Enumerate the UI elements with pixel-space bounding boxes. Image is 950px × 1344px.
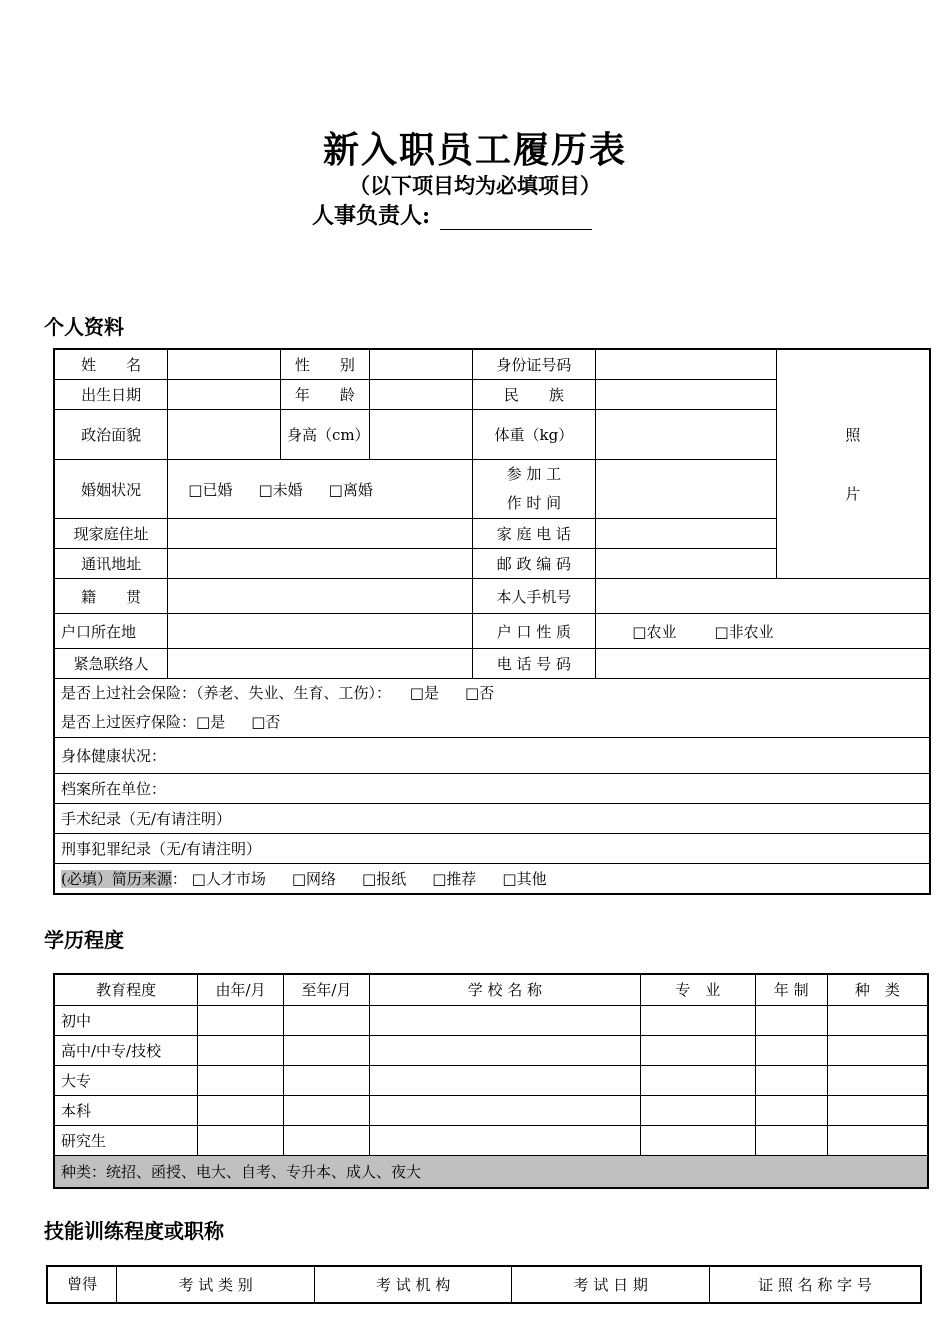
hr-manager-line bbox=[312, 199, 592, 230]
edu-level-high-school: 高中/中专/技校 bbox=[54, 1035, 198, 1065]
checkbox-talent-market[interactable]: □人才市场 bbox=[191, 870, 266, 888]
edu-header-level: 教育程度 bbox=[54, 974, 198, 1005]
label-hukou-type: 户 口 性 质 bbox=[472, 614, 596, 649]
checkbox-divorced[interactable]: □离婚 bbox=[328, 480, 373, 499]
field-home-phone[interactable] bbox=[596, 519, 777, 549]
hr-manager-field[interactable] bbox=[440, 209, 592, 230]
checkbox-other[interactable]: □其他 bbox=[502, 870, 547, 888]
edu-cell[interactable] bbox=[641, 1125, 756, 1155]
photo-label-1: 照 bbox=[845, 426, 861, 444]
edu-header-major: 专 业 bbox=[641, 974, 756, 1005]
field-height[interactable] bbox=[369, 410, 472, 460]
section-education: 学历程度 bbox=[44, 928, 124, 952]
criminal-row[interactable]: 刑事犯罪纪录（无/有请注明） bbox=[54, 834, 930, 864]
field-name[interactable] bbox=[168, 349, 281, 380]
edu-cell[interactable] bbox=[198, 1125, 284, 1155]
edu-cell[interactable] bbox=[827, 1065, 928, 1095]
label-ethnicity: 民 族 bbox=[472, 380, 596, 410]
edu-cell[interactable] bbox=[283, 1095, 369, 1125]
label-name: 姓 名 bbox=[54, 349, 168, 380]
label-work-start bbox=[472, 460, 596, 519]
hr-manager-label: 人事负责人: bbox=[312, 203, 431, 229]
field-mobile[interactable] bbox=[596, 579, 930, 614]
label-medical-insurance: 是否上过医疗保险： bbox=[61, 713, 197, 731]
label-postcode: 邮 政 编 码 bbox=[472, 549, 596, 579]
edu-header-to: 至年/月 bbox=[283, 974, 369, 1005]
edu-cell[interactable] bbox=[198, 1035, 284, 1065]
skills-header-exam-org: 考 试 机 构 bbox=[314, 1266, 512, 1303]
edu-cell[interactable] bbox=[827, 1005, 928, 1035]
checkbox-medical-yes[interactable]: □是 bbox=[196, 713, 226, 731]
resume-source-row bbox=[54, 864, 930, 895]
edu-type-note: 种类：统招、函授、电大、自考、专升本、成人、夜大 bbox=[54, 1155, 928, 1188]
archive-row[interactable]: 档案所在单位： bbox=[54, 774, 930, 804]
label-gender: 性 别 bbox=[280, 349, 369, 380]
checkbox-medical-no[interactable]: □否 bbox=[251, 713, 281, 731]
skills-header-obtained: 曾得 bbox=[47, 1266, 117, 1303]
edu-cell[interactable] bbox=[755, 1095, 827, 1125]
label-work-start-1: 参 加 工 bbox=[506, 465, 562, 483]
edu-cell[interactable] bbox=[827, 1095, 928, 1125]
edu-header-from: 由年/月 bbox=[198, 974, 284, 1005]
edu-cell[interactable] bbox=[641, 1095, 756, 1125]
label-birth-date: 出生日期 bbox=[54, 380, 168, 410]
photo-area[interactable] bbox=[776, 349, 930, 579]
label-height: 身高（cm） bbox=[280, 410, 369, 460]
label-hukou-location: 户口所在地 bbox=[54, 614, 168, 649]
edu-cell[interactable] bbox=[641, 1065, 756, 1095]
edu-cell[interactable] bbox=[198, 1095, 284, 1125]
edu-level-junior-high: 初中 bbox=[54, 1005, 198, 1035]
personal-info-table bbox=[53, 348, 931, 895]
checkbox-referral[interactable]: □推荐 bbox=[432, 870, 477, 888]
edu-level-college: 大专 bbox=[54, 1065, 198, 1095]
checkbox-non-agricultural[interactable]: □非农业 bbox=[714, 622, 774, 641]
field-mailing-address[interactable] bbox=[168, 549, 472, 579]
field-emergency-contact[interactable] bbox=[168, 649, 472, 679]
checkbox-married[interactable]: □已婚 bbox=[188, 480, 233, 499]
checkbox-social-yes[interactable]: □是 bbox=[409, 684, 439, 702]
edu-cell[interactable] bbox=[283, 1035, 369, 1065]
checkbox-internet[interactable]: □网络 bbox=[291, 870, 337, 888]
field-home-address[interactable] bbox=[168, 519, 472, 549]
label-emergency-contact: 紧急联络人 bbox=[54, 649, 168, 679]
field-birth-date[interactable] bbox=[168, 380, 281, 410]
surgery-row[interactable]: 手术纪录（无/有请注明） bbox=[54, 804, 930, 834]
section-skills: 技能训练程度或职称 bbox=[44, 1219, 224, 1243]
field-native-place[interactable] bbox=[168, 579, 472, 614]
edu-cell[interactable] bbox=[283, 1065, 369, 1095]
edu-cell[interactable] bbox=[369, 1005, 640, 1035]
edu-header-school: 学 校 名 称 bbox=[369, 974, 640, 1005]
edu-header-years: 年 制 bbox=[755, 974, 827, 1005]
label-marital-status: 婚姻状况 bbox=[54, 460, 168, 519]
edu-cell[interactable] bbox=[641, 1035, 756, 1065]
checkbox-social-no[interactable]: □否 bbox=[464, 684, 495, 702]
page-title: 新入职员工履历表 bbox=[322, 129, 627, 171]
label-work-start-2: 作 时 间 bbox=[506, 494, 562, 512]
edu-level-graduate: 研究生 bbox=[54, 1125, 198, 1155]
checkbox-unmarried[interactable]: □未婚 bbox=[258, 480, 303, 499]
checkbox-newspaper[interactable]: □报纸 bbox=[362, 870, 407, 888]
skills-header-exam-type: 考 试 类 别 bbox=[117, 1266, 315, 1303]
edu-cell[interactable] bbox=[755, 1125, 827, 1155]
marital-options bbox=[168, 460, 472, 519]
edu-cell[interactable] bbox=[827, 1035, 928, 1065]
edu-cell[interactable] bbox=[641, 1005, 756, 1035]
edu-cell[interactable] bbox=[283, 1125, 369, 1155]
education-table bbox=[53, 973, 929, 1189]
label-native-place: 籍 贯 bbox=[54, 579, 168, 614]
label-home-address: 现家庭住址 bbox=[54, 519, 168, 549]
label-social-insurance: 是否上过社会保险：（养老、失业、生育、工伤）： bbox=[61, 684, 392, 702]
edu-level-bachelor: 本科 bbox=[54, 1095, 198, 1125]
skills-table bbox=[46, 1265, 922, 1304]
page-subtitle: （以下项目均为必填项目） bbox=[349, 173, 601, 198]
photo-label-2: 片 bbox=[845, 485, 861, 503]
field-political-status[interactable] bbox=[168, 410, 281, 460]
insurance-row bbox=[54, 679, 930, 738]
label-age: 年 龄 bbox=[280, 380, 369, 410]
medical-insurance-line bbox=[61, 708, 923, 737]
label-weight: 体重（kg） bbox=[472, 410, 596, 460]
label-home-phone: 家 庭 电 话 bbox=[472, 519, 596, 549]
skills-header-certificate: 证 照 名 称 字 号 bbox=[709, 1266, 921, 1303]
edu-cell[interactable] bbox=[827, 1125, 928, 1155]
edu-cell[interactable] bbox=[755, 1005, 827, 1035]
label-resume-source: (必填）简历来源 bbox=[61, 870, 172, 888]
field-weight[interactable] bbox=[596, 410, 777, 460]
social-insurance-line bbox=[61, 679, 923, 708]
health-row[interactable]: 身体健康状况： bbox=[54, 738, 930, 774]
label-political-status: 政治面貌 bbox=[54, 410, 168, 460]
label-resume-source-colon: ： bbox=[171, 870, 187, 888]
edu-cell[interactable] bbox=[369, 1065, 640, 1095]
edu-cell[interactable] bbox=[755, 1035, 827, 1065]
label-contact-phone: 电 话 号 码 bbox=[472, 649, 596, 679]
edu-cell[interactable] bbox=[283, 1005, 369, 1035]
edu-cell[interactable] bbox=[755, 1065, 827, 1095]
edu-cell[interactable] bbox=[369, 1035, 640, 1065]
label-mailing-address: 通讯地址 bbox=[54, 549, 168, 579]
field-work-start[interactable] bbox=[596, 460, 777, 519]
edu-cell[interactable] bbox=[369, 1095, 640, 1125]
field-postcode[interactable] bbox=[596, 549, 777, 579]
edu-cell[interactable] bbox=[198, 1005, 284, 1035]
label-id-number: 身份证号码 bbox=[472, 349, 596, 380]
skills-header-exam-date: 考 试 日 期 bbox=[512, 1266, 710, 1303]
field-age[interactable] bbox=[369, 380, 472, 410]
field-id-number[interactable] bbox=[596, 349, 777, 380]
field-gender[interactable] bbox=[369, 349, 472, 380]
checkbox-agricultural[interactable]: □农业 bbox=[632, 622, 677, 641]
section-personal: 个人资料 bbox=[44, 315, 124, 339]
edu-header-type: 种 类 bbox=[827, 974, 928, 1005]
label-mobile: 本人手机号 bbox=[472, 579, 596, 614]
field-contact-phone[interactable] bbox=[596, 649, 930, 679]
field-hukou-location[interactable] bbox=[168, 614, 472, 649]
hukou-options bbox=[596, 614, 930, 649]
edu-cell[interactable] bbox=[369, 1125, 640, 1155]
field-ethnicity[interactable] bbox=[596, 380, 777, 410]
edu-cell[interactable] bbox=[198, 1065, 284, 1095]
